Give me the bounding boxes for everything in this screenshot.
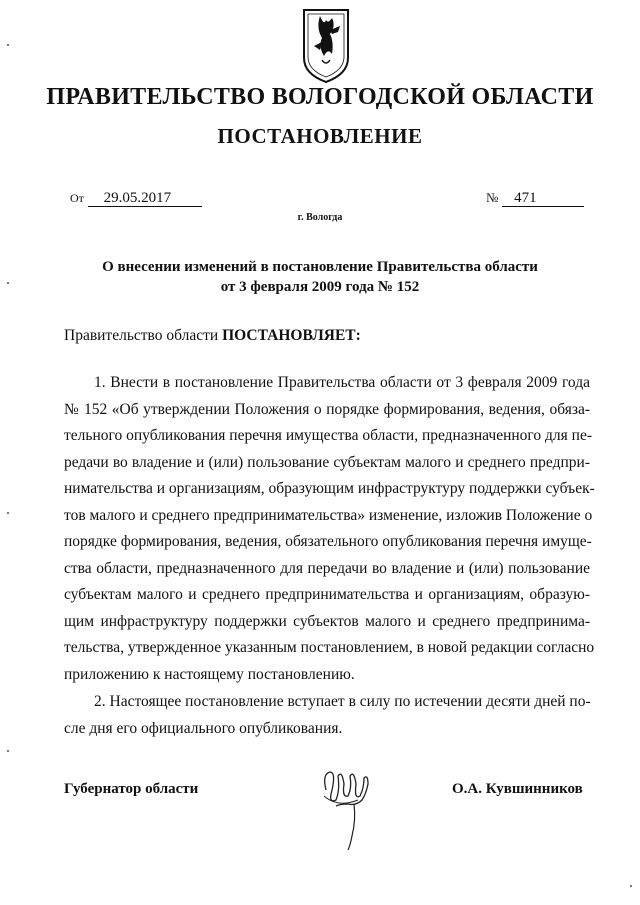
paragraph-1 <box>64 370 595 688</box>
city-label: г. Вологда <box>297 212 343 223</box>
date-prefix: От <box>70 191 84 205</box>
scan-speck <box>7 512 9 514</box>
date-field <box>70 190 202 207</box>
paragraph-line: 2. Настоящее постановление вступает в силу по истечении десяти дней по- <box>94 693 591 710</box>
scan-speck <box>7 44 9 46</box>
coat-of-arms-icon <box>300 6 352 84</box>
paragraph-line: субъектам малого и среднего предпринимательства и организациям, образую- <box>64 586 590 603</box>
number-value: 471 <box>502 190 584 207</box>
subject-line: от 3 февраля 2009 года № 152 <box>220 279 420 295</box>
paragraph-line: нимательства и организациям, образующим инфраструктуру поддержки субъек- <box>64 480 595 497</box>
preamble-decree: ПОСТАНОВЛЯЕТ: <box>222 327 361 344</box>
number-prefix: № <box>486 190 499 205</box>
date-value: 29.05.2017 <box>88 190 202 207</box>
government-title: ПРАВИТЕЛЬСТВО ВОЛОГОДСКОЙ ОБЛАСТИ <box>46 84 594 110</box>
scan-speck <box>630 885 632 887</box>
number-field <box>486 190 584 207</box>
paragraph-line: сле дня его официального опубликования. <box>64 719 343 737</box>
preamble-text: Правительство области <box>64 327 223 344</box>
paragraph-line: тельства, утвержденное указанным постановлением, в новой редакции согласно <box>64 639 595 656</box>
preamble <box>64 327 361 345</box>
scan-speck <box>7 750 9 752</box>
signatory-name: О.А. Кувшинников <box>452 781 583 797</box>
paragraph-line: тельного опубликования перечня имущества области, предназначенного для пе- <box>64 427 592 444</box>
paragraph-line: порядке формирования, ведения, обязательного опубликования перечня имуще- <box>64 533 592 550</box>
subject-line: О внесении изменений в постановление Правительства области <box>102 259 538 275</box>
paragraph-line: тов малого и среднего предпринимательства» изменение, изложив Положение о <box>64 506 593 524</box>
signatory-position: Губернатор области <box>64 781 199 797</box>
paragraph-line: приложению к настоящему постановлению. <box>64 665 355 683</box>
handwritten-signature-icon <box>318 760 374 852</box>
paragraph-line: 1. Внести в постановление Правительства области от 3 февраля 2009 года <box>94 374 590 391</box>
paragraph-2 <box>64 689 590 742</box>
document-subject <box>0 257 640 297</box>
paragraph-line: № 152 «Об утверждении Положения о порядке формирования, ведения, обяза- <box>64 400 590 418</box>
scan-speck <box>7 282 9 284</box>
paragraph-line: щим инфраструктуру поддержки субъектов малого и среднего предпринима- <box>64 612 590 630</box>
document-type: ПОСТАНОВЛЕНИЕ <box>217 124 423 148</box>
paragraph-line: ства области, предназначенного для передачи во владение и (или) пользование <box>64 559 590 577</box>
paragraph-line: редачи во владение и (или) пользование субъектам малого и среднего предпри- <box>64 453 590 471</box>
